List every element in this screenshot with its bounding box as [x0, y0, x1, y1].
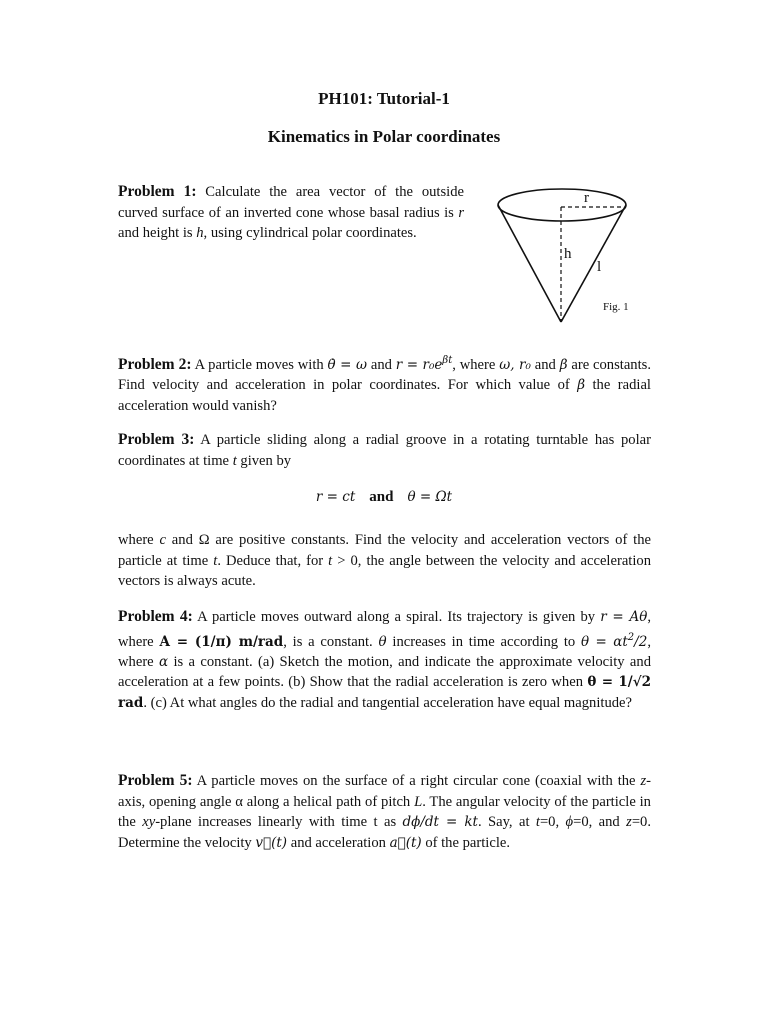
problem-5-label: Problem 5:: [118, 772, 193, 789]
course-title: PH101: Tutorial-1: [318, 89, 450, 108]
problem-1-label: Problem 1:: [118, 183, 197, 200]
figure-label-h: h: [564, 246, 572, 262]
figure-label-r: r: [584, 190, 589, 206]
problem-3-label: Problem 3:: [118, 431, 195, 448]
problem-5: Problem 5: A particle moves on the surface of a right circular cone (coaxial with the z-axis, opening angle α along a helical path of pitch L. The angular velocity of the particle in the xy-plane increases linearly with time t as dϕ/dt = kt. Say, at t=0, ϕ=0, and z=0. Determine the velocity v⃗(t) and acceleration a⃗(t) of the particle.: [118, 772, 651, 851]
problem-3-equation: r = ct and θ = Ωt: [315, 489, 453, 505]
problem-3: Problem 3: A particle sliding along a radial groove in a rotating turntable has polar coordinates at time t given by: [118, 431, 651, 469]
problem-4-label: Problem 4:: [118, 608, 193, 625]
figure-caption: Fig. 1: [603, 301, 629, 313]
problem-3-continued: where c and Ω are positive constants. Find the velocity and acceleration vectors of the particle at time t. Deduce that, for t > 0, the angle between the velocity and acceleration vectors is always acute.: [118, 532, 651, 589]
figure-label-l: l: [597, 259, 602, 275]
cone-base-ellipse: [498, 189, 626, 221]
cone-left-edge: [498, 205, 561, 322]
topic-title: Kinematics in Polar coordinates: [267, 127, 501, 146]
problem-1: Problem 1: Calculate the area vector of the outside curved surface of an inverted cone whose basal radius is r and height is h, using cylindrical polar coordinates.: [118, 183, 464, 241]
problem-2-label: Problem 2:: [118, 355, 192, 373]
problem-2: Problem 2: A particle moves with θ̇ = ω and $r = r_0e^{\beta t}$, where ω, r₀ and β are constants. Find velocity and acceleration in polar coordinates. For which value of β the radial acceleration would vanish?: [118, 355, 651, 414]
problem-4: Problem 4: A particle moves outward along a spiral. Its trajectory is given by r = Aθ, where A = (1/π) m/rad, is a constant. θ increases in time according to $\theta = \alpha t^2/2$, where α is a constant. (a) Sketch the motion, and indicate the approximate velocity and acceleration at a few points. (b) Show that the radial acceleration is zero when θ = 1/√2 rad. (c) At what angles do the radial and tangential acceleration have equal magnitude?: [118, 608, 652, 711]
